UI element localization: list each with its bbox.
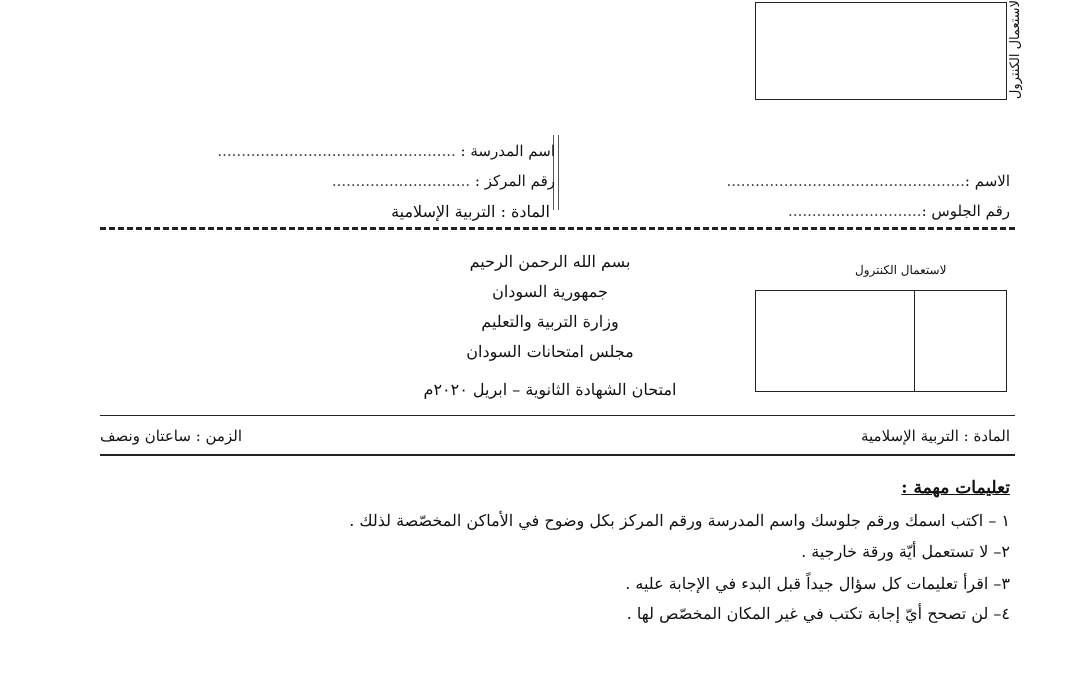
- name-label: الاسم :: [964, 172, 1010, 190]
- country: جمهورية السودان: [492, 282, 608, 301]
- center-number-field[interactable]: [332, 172, 555, 190]
- subject-top: المادة : التربية الإسلامية: [391, 202, 550, 221]
- control-label: لاستعمال الكنترول: [855, 263, 947, 277]
- ministry: وزارة التربية والتعليم: [481, 312, 619, 331]
- control-box-divider: [914, 291, 915, 391]
- time-label: الزمن : ساعتان ونصف: [100, 427, 242, 445]
- basmala: بسم الله الرحمن الرحيم: [469, 252, 631, 271]
- instructions-title: تعليمات مهمة :: [901, 478, 1010, 498]
- name-dots: ..................................................: [726, 172, 965, 190]
- instruction-item: ١ – اكتب اسمك ورقم جلوسك واسم المدرسة ورقم المركز بكل وضوح في الأماكن المخصّصة لذلك .: [349, 511, 1010, 530]
- center-label: رقم المركز :: [474, 172, 555, 190]
- seat-dots: ............................: [788, 202, 922, 220]
- school-label: اسم المدرسة :: [460, 142, 555, 160]
- control-label-vertical: لاستعمال الكنترول: [1008, 0, 1023, 100]
- cut-line: [100, 227, 1015, 230]
- rule-thick: [100, 454, 1015, 456]
- instruction-item: ٤– لن تصحح أيّ إجابة تكتب في غير المكان المخصّص لها .: [626, 604, 1010, 623]
- student-name-field[interactable]: [726, 172, 1010, 190]
- control-box: [755, 290, 1007, 392]
- exam-title: امتحان الشهادة الثانوية – ابريل ٢٠٢٠م: [423, 380, 677, 399]
- exam-council: مجلس امتحانات السودان: [466, 342, 634, 361]
- control-box-top: [755, 2, 1007, 100]
- seat-label: رقم الجلوس :: [921, 202, 1010, 220]
- center-dots: .............................: [331, 172, 471, 190]
- instruction-item: ٢– لا تستعمل أيّة ورقة خارجية .: [801, 542, 1010, 561]
- rule: [100, 415, 1015, 416]
- seat-number-field[interactable]: [788, 202, 1010, 220]
- school-dots: ..................................................: [217, 142, 456, 160]
- instruction-item: ٣– اقرأ تعليمات كل سؤال جيداً قبل البدء في الإجابة عليه .: [625, 574, 1010, 593]
- subject-label: المادة : التربية الإسلامية: [860, 427, 1010, 445]
- school-name-field[interactable]: [217, 142, 555, 160]
